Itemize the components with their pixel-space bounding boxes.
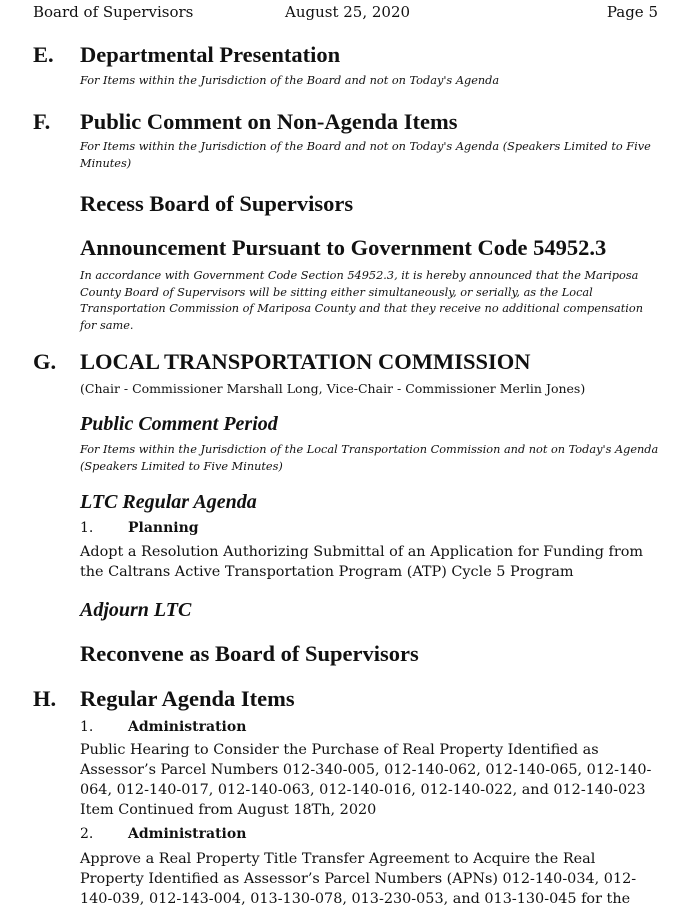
announcement-title: Announcement Pursuant to Government Code 54952.3: [80, 235, 607, 260]
ltc-item-text: Adopt a Resolution Authorizing Submittal of an Application for Funding from the Caltrans Active Transportation Program (ATP) Cycle 5 Program: [80, 544, 644, 580]
section-e-letter: E.: [33, 42, 54, 67]
recess-title: Recess Board of Supervisors: [80, 191, 354, 216]
section-g-letter: G.: [33, 349, 57, 374]
section-f-note: For Items within the Jurisdiction of the Board and not on Today's Agenda (Speakers Limited to Five Minutes): [80, 140, 651, 170]
h-item-1-number: 1.: [80, 719, 94, 735]
ltc-item-number: 1.: [80, 520, 94, 536]
section-f-title: Public Comment on Non-Agenda Items: [80, 109, 458, 134]
public-comment-period-title: Public Comment Period: [80, 413, 278, 435]
h-item-1-title: Administration: [128, 719, 247, 735]
h-item-2-title: Administration: [128, 826, 247, 842]
ltc-item-title: Planning: [128, 520, 199, 536]
ltc-regular-agenda-title: LTC Regular Agenda: [80, 491, 257, 513]
h-item-2-text: Approve a Real Property Title Transfer Agreement to Acquire the Real Property Identified as Assessor’s Parcel Numbers (APNs) 012-140-034, 012-140-039, 012-143-004, 013-130-078, 013-230-053, and 013-130-045 for the: [80, 851, 637, 907]
section-e-note: For Items within the Jurisdiction of the Board and not on Today's Agenda: [80, 74, 500, 87]
h-item-2-number: 2.: [80, 826, 94, 842]
header-page-number: Page 5: [606, 3, 658, 21]
section-e-title: Departmental Presentation: [80, 42, 341, 67]
section-f-letter: F.: [33, 109, 51, 134]
section-g-chair: (Chair - Commissioner Marshall Long, Vice-Chair - Commissioner Merlin Jones): [80, 381, 586, 396]
section-h-title: Regular Agenda Items: [80, 686, 295, 711]
header-date: August 25, 2020: [285, 3, 411, 21]
reconvene-title: Reconvene as Board of Supervisors: [80, 641, 419, 666]
announcement-note: In accordance with Government Code Section 54952.3, it is hereby announced that the Mariposa County Board of Supervisors will be sitting either simultaneously, or serially, as the Local Transportation Commission of Mariposa County and that they receive no additional compensation for same.: [80, 269, 643, 332]
adjourn-ltc-title: Adjourn LTC: [80, 599, 192, 621]
h-item-1-text: Public Hearing to Consider the Purchase of Real Property Identified as Assessor’s Parcel Numbers 012-340-005, 012-140-062, 012-140-065, 012-140-064, 012-140-017, 012-140-063, 012-140-016, 012-140-022, and 012-140-023 Item Continued from August 18Th, 2020: [80, 742, 652, 818]
section-g-title: LOCAL TRANSPORTATION COMMISSION: [80, 349, 531, 374]
header-board-name: Board of Supervisors: [33, 3, 194, 21]
section-h-letter: H.: [33, 686, 57, 711]
public-comment-period-note: For Items within the Jurisdiction of the Local Transportation Commission and not on Today's Agenda (Speakers Limited to Five Minutes): [80, 443, 659, 473]
